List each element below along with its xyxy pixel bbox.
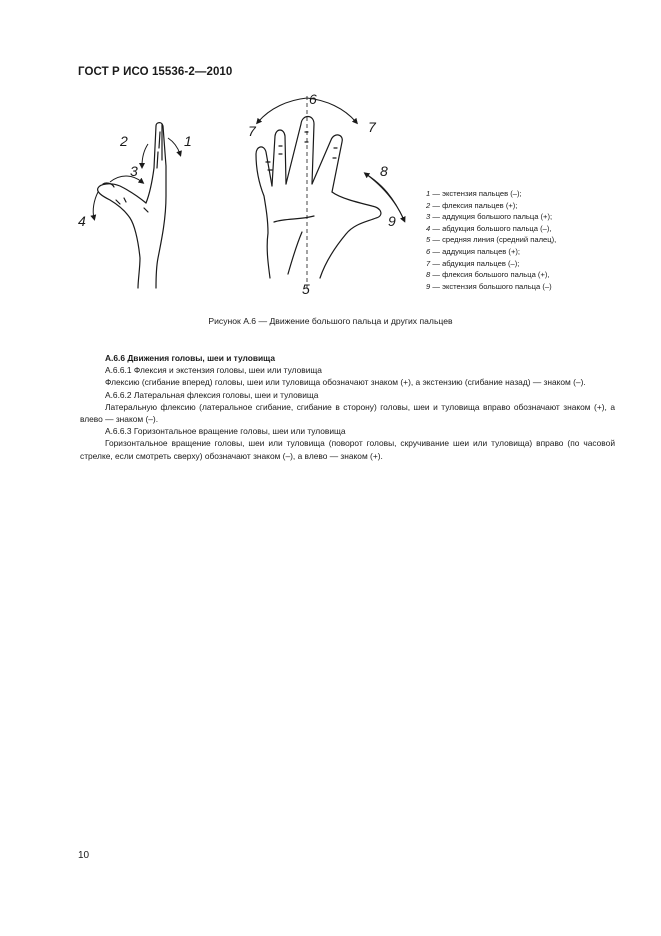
paragraph: А.6.6.1 Флексия и экстензия головы, шеи или туловища xyxy=(105,365,322,376)
legend-item: 2 — флексия пальцев (+); xyxy=(426,200,518,210)
figure-legend xyxy=(426,188,556,292)
legend-item: 7 — абдукция пальцев (–); xyxy=(426,258,520,268)
legend-item: 4 — абдукция большого пальца (–), xyxy=(426,223,552,233)
hand-figure xyxy=(70,88,420,298)
movement-arrows-right xyxy=(258,98,404,220)
figure-label-9: 9 xyxy=(388,213,396,229)
section-a-6-6 xyxy=(80,352,615,462)
page-number: 10 xyxy=(78,850,90,861)
legend-item: 5 — средняя линия (средний палец), xyxy=(426,235,557,245)
palm-hand-drawing xyxy=(256,117,381,279)
legend-item: 6 — аддукция пальцев (+); xyxy=(426,246,521,256)
document-header: ГОСТ Р ИСО 15536-2—2010 xyxy=(78,66,233,78)
figure-caption: Рисунок А.6 — Движение большого пальца и других пальцев xyxy=(208,316,453,326)
figure-label-3: 3 xyxy=(130,163,138,179)
figure-label-4: 4 xyxy=(78,213,86,229)
figure-label-7-left: 7 xyxy=(248,123,256,139)
legend-item: 1 — экстензия пальцев (–); xyxy=(426,189,522,198)
side-hand-drawing xyxy=(98,123,166,288)
figure-label-5: 5 xyxy=(302,281,310,297)
section-heading: А.6.6 Движения головы, шеи и туловища xyxy=(105,353,275,363)
paragraph: А.6.6.2 Латеральная флексия головы, шеи и туловища xyxy=(105,389,319,400)
legend-item: 9 — экстензия большого пальца (–) xyxy=(426,281,552,291)
paragraph: Латеральную флексию (латеральное сгибание, сгибание в сторону) головы, шеи и туловища вправо обозначают знаком (+), а влево — знаком (–). xyxy=(80,401,615,425)
legend-item: 3 — аддукция большого пальца (+); xyxy=(426,212,553,222)
legend-item: 8 — флексия большого пальца (+), xyxy=(426,270,550,280)
paragraph: Флексию (сгибание вперед) головы, шеи или туловища обозначают знаком (+), а экстензию (сгибание назад) — знаком (–). xyxy=(105,377,586,388)
figure-label-8: 8 xyxy=(380,163,388,179)
paragraph: Горизонтальное вращение головы, шеи или туловища (поворот головы, скручивание шеи или туловища) вправо (по часовой стрелке, если смотреть сверху) обозначают знаком (–), а влево — знаком (+). xyxy=(80,438,615,461)
figure-label-7-right: 7 xyxy=(368,119,376,135)
paragraph: А.6.6.3 Горизонтальное вращение головы, шеи или туловища xyxy=(105,426,346,437)
figure-label-2: 2 xyxy=(120,133,128,149)
figure-label-1: 1 xyxy=(184,133,192,149)
figure-label-6: 6 xyxy=(309,91,317,107)
